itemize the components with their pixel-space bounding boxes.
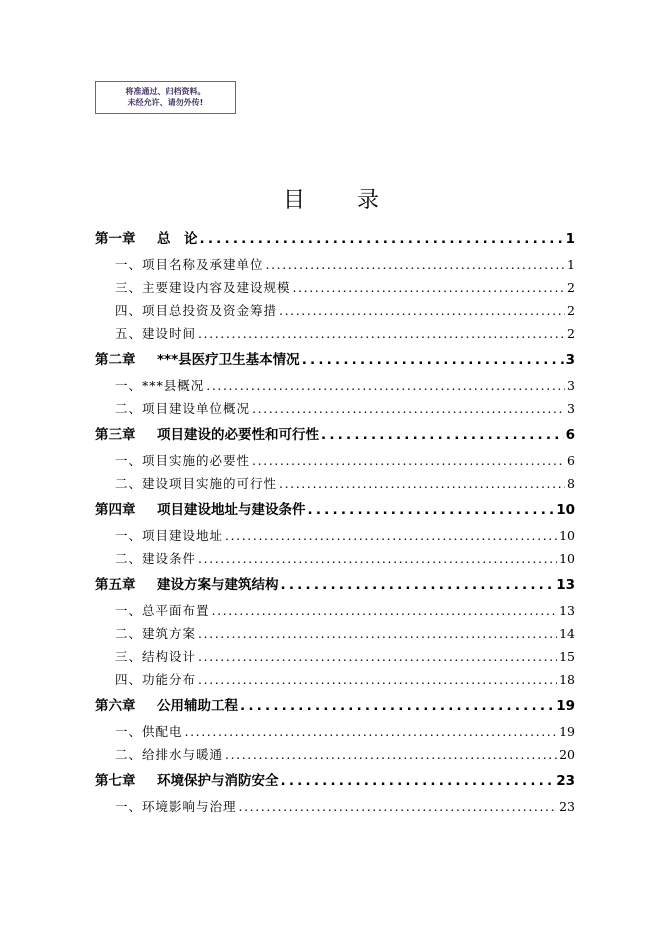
section-title: 一、项目建设地址 [115, 528, 224, 543]
section-title: 一、总平面布置 [115, 603, 210, 618]
section-title: 四、项目总投资及资金筹措 [115, 303, 278, 318]
chapter-name: 公用辅助工程 [157, 698, 238, 714]
chapter-name: 环境保护与消防安全 [157, 773, 279, 789]
chapter-title [95, 422, 319, 449]
toc-section-entry[interactable] [95, 668, 575, 691]
stamp-line-2: 未经允许、请勿外传! [127, 98, 204, 107]
toc-section-entry[interactable] [95, 599, 575, 622]
page-number: 3 [567, 401, 575, 416]
page-number: 10 [559, 528, 575, 543]
page-number: 1 [567, 257, 575, 272]
page-number: 8 [567, 476, 575, 491]
dot-leader [198, 547, 557, 570]
chapter-number: 第三章 [95, 427, 136, 443]
toc-chapter-entry[interactable] [95, 422, 575, 449]
dot-leader [302, 347, 564, 374]
dot-leader [200, 226, 564, 253]
page-number: 2 [567, 280, 575, 295]
dot-leader [321, 422, 564, 449]
chapter-number: 第四章 [95, 502, 136, 518]
toc-chapter-entry[interactable] [95, 768, 575, 795]
page-number: 14 [559, 626, 575, 641]
chapter-name: 建设方案与建筑结构 [157, 577, 279, 593]
dot-leader [225, 743, 557, 766]
dot-leader [279, 472, 565, 495]
toc-section-entry[interactable] [95, 743, 575, 766]
page-number: 3 [565, 352, 575, 368]
chapter-number: 第五章 [95, 577, 136, 593]
dot-leader [281, 768, 555, 795]
page-number: 1 [565, 231, 575, 247]
toc-chapter-entry[interactable] [95, 497, 575, 524]
toc-section-entry[interactable] [95, 253, 575, 276]
chapter-number: 第七章 [95, 773, 136, 789]
page-number: 6 [567, 453, 575, 468]
section-title: 一、项目名称及承建单位 [115, 257, 264, 272]
chapter-title [95, 497, 306, 524]
chapter-title [95, 347, 300, 374]
toc-section-entry[interactable] [95, 322, 575, 345]
toc-chapter-entry[interactable] [95, 572, 575, 599]
dot-leader [281, 572, 555, 599]
section-title: 一、***县概况 [115, 378, 205, 393]
document-stamp [95, 81, 236, 114]
page-title: 目录 [282, 188, 431, 213]
chapter-number: 第一章 [95, 231, 136, 247]
stamp-line-1: 将准通过、归档资料。 [125, 87, 206, 96]
section-title: 一、环境影响与治理 [115, 799, 237, 814]
toc-chapter-entry[interactable] [95, 226, 575, 253]
section-title: 三、主要建设内容及建设规模 [115, 280, 291, 295]
section-title: 五、建设时间 [115, 326, 197, 341]
page-number: 23 [559, 799, 575, 814]
toc-chapter-entry[interactable] [95, 693, 575, 720]
dot-leader [240, 693, 554, 720]
page-number: 19 [559, 724, 575, 739]
page-number: 13 [556, 577, 575, 593]
dot-leader [198, 645, 557, 668]
page-number: 23 [556, 773, 575, 789]
page-number: 2 [567, 326, 575, 341]
section-title: 三、结构设计 [115, 649, 197, 664]
page-number: 20 [559, 747, 575, 762]
toc-section-entry[interactable] [95, 524, 575, 547]
table-of-contents [95, 224, 575, 818]
section-title: 二、建筑方案 [115, 626, 197, 641]
toc-section-entry[interactable] [95, 449, 575, 472]
chapter-title [95, 572, 279, 599]
toc-section-entry[interactable] [95, 276, 575, 299]
dot-leader [239, 795, 558, 818]
chapter-title [95, 693, 238, 720]
dot-leader [293, 276, 566, 299]
toc-section-entry[interactable] [95, 645, 575, 668]
chapter-name: 项目建设的必要性和可行性 [157, 427, 319, 443]
page-number: 6 [565, 427, 575, 443]
page-number: 10 [556, 502, 575, 518]
dot-leader [279, 299, 565, 322]
dot-leader [266, 253, 566, 276]
dot-leader [252, 449, 565, 472]
page-number: 15 [559, 649, 575, 664]
page-number: 3 [567, 378, 575, 393]
page-number: 18 [559, 672, 575, 687]
dot-leader [198, 622, 557, 645]
chapter-title [95, 768, 279, 795]
chapter-name: 项目建设地址与建设条件 [157, 502, 306, 518]
dot-leader [252, 397, 565, 420]
dot-leader [206, 374, 565, 397]
chapter-name: 总 论 [157, 231, 198, 247]
page-number: 10 [559, 551, 575, 566]
dot-leader [308, 497, 555, 524]
chapter-number: 第二章 [95, 352, 136, 368]
chapter-title [95, 226, 198, 253]
page-number: 13 [559, 603, 575, 618]
section-title: 二、给排水与暖通 [115, 747, 224, 762]
toc-section-entry[interactable] [95, 299, 575, 322]
dot-leader [225, 524, 557, 547]
toc-section-entry[interactable] [95, 547, 575, 570]
section-title: 一、供配电 [115, 724, 183, 739]
toc-chapter-entry[interactable] [95, 347, 575, 374]
dot-leader [185, 720, 558, 743]
toc-section-entry[interactable] [95, 472, 575, 495]
toc-section-entry[interactable] [95, 720, 575, 743]
chapter-number: 第六章 [95, 698, 136, 714]
toc-section-entry[interactable] [95, 374, 575, 397]
dot-leader [198, 668, 557, 691]
page-number: 2 [567, 303, 575, 318]
section-title: 一、项目实施的必要性 [115, 453, 251, 468]
toc-section-entry[interactable] [95, 795, 575, 818]
chapter-name: ***县医疗卫生基本情况 [157, 352, 300, 368]
section-title: 二、项目建设单位概况 [115, 401, 251, 416]
toc-section-entry[interactable] [95, 622, 575, 645]
toc-section-entry[interactable] [95, 397, 575, 420]
dot-leader [212, 599, 558, 622]
dot-leader [198, 322, 565, 345]
section-title: 四、功能分布 [115, 672, 197, 687]
page-number: 19 [556, 698, 575, 714]
section-title: 二、建设项目实施的可行性 [115, 476, 278, 491]
section-title: 二、建设条件 [115, 551, 197, 566]
